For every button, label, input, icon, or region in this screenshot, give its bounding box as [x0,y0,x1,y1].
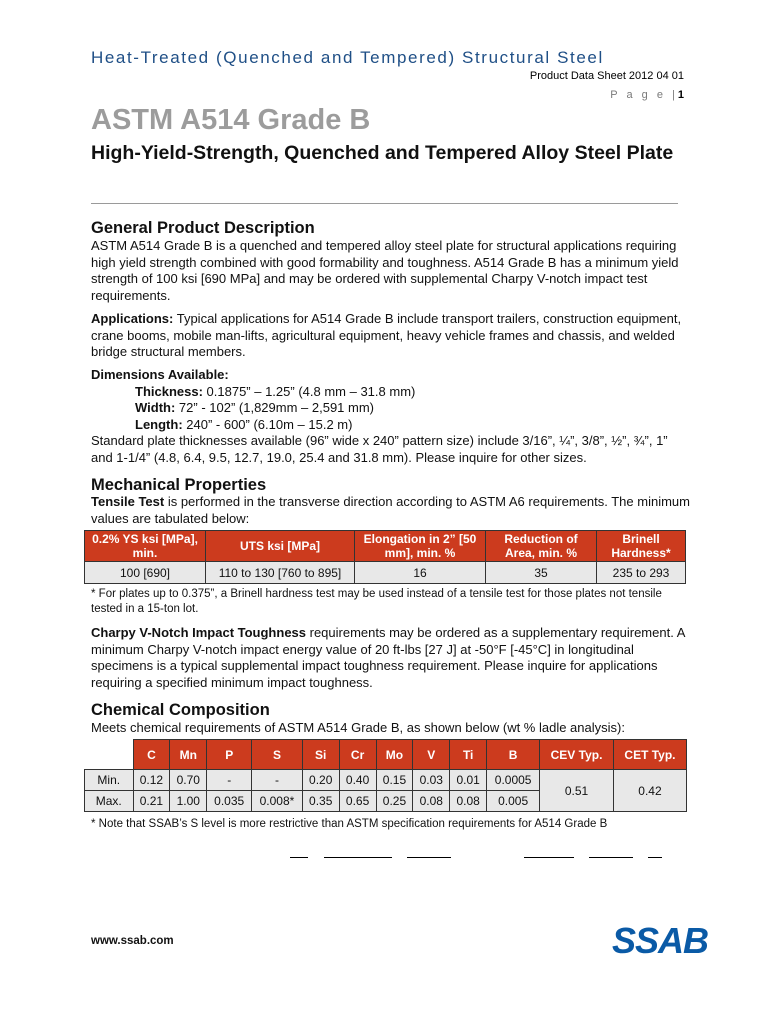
charpy-text: requirements may be ordered as a supplementary requirement. A minimum Charpy V-notch impact energy value of 20 ft-lbs [27 J] at -50°F [-45°C] in longitudinal specimens is a typical supplemental impact toughness requirement. Please inquire for applications requiring a specified minimum impact toughness. [91,625,685,690]
applications-label: Applications: [91,311,174,326]
length-label: Length: [135,416,183,432]
table-cell: 110 to 130 [760 to 895] [206,562,355,584]
table-cell: 0.12 [133,770,170,791]
thickness-label: Thickness: [135,383,203,399]
tensile-label: Tensile Test [91,494,165,509]
length-value: 240” - 600” (6.10m – 15.2 m) [182,416,353,432]
table-header: CET Typ. [613,740,686,770]
table-header: Cr [339,740,376,770]
product-title: ASTM A514 Grade B [91,104,371,136]
table-header: Mn [170,740,207,770]
table-header: B [487,740,540,770]
width-label: Width: [135,400,176,415]
table-header: S [252,740,303,770]
table-cell: 0.01 [450,770,487,791]
table-header: CEV Typ. [540,740,614,770]
table-cell: 0.40 [339,770,376,791]
brinell-footnote: * For plates up to 0.375”, a Brinell hardness test may be used instead of a tensile test for those plates not tensile tested in a 15-ton lot. [91,588,662,615]
table-cell: 235 to 293 [597,562,686,584]
mechanical-properties-table [84,530,686,584]
tensile-text: is performed in the transverse direction according to ASTM A6 requirements. The minimum values are tabulated below: [91,494,690,526]
table-cell: 0.008* [252,791,303,812]
title-divider [91,203,678,204]
table-cell: 0.08 [450,791,487,812]
blank-line [407,857,451,858]
table-cell: - [252,770,303,791]
website-url[interactable]: www.ssab.com [91,935,174,947]
chemical-intro: Meets chemical requirements of ASTM A514 Grade B, as shown below (wt % ladle analysis): [91,720,625,735]
table-header: Ti [450,740,487,770]
document-category-header: Heat-Treated (Quenched and Tempered) Structural Steel [91,48,604,67]
table-header: 0.2% YS ksi [MPa], min. [85,531,206,562]
applications-text: Typical applications for A514 Grade B include transport trailers, construction equipment, crane booms, mobile man-lifts, agricultural equipment, heavy vehicle frames and chassis, and welded bridge structural members. [91,311,682,359]
general-heading: General Product Description [91,219,315,237]
table-cell: 0.15 [376,770,413,791]
page-label: P a g e | [610,89,678,101]
table-header: Elongation in 2” [50 mm], min. % [355,531,486,562]
sulfur-note: * Note that SSAB’s S level is more restrictive than ASTM specification requirements for A514 Grade B [91,818,608,830]
chemical-heading: Chemical Composition [91,701,270,719]
ssab-logo: SSAB [611,920,708,961]
table-cell: 0.70 [170,770,207,791]
standard-thickness-text: Standard plate thicknesses available (96” wide x 240” pattern size) include 3/16”, ¼”, 3/8”, ½”, ¾”, 1” and 1-1/4” (4.8, 6.4, 9.5, 12.7, 19.0, 25.4 and 31.8 mm). Please inquire for other sizes. [91,433,668,465]
table-cell: - [207,770,252,791]
dimensions-block [91,367,691,466]
thickness-value: 0.1875” – 1.25” (4.8 mm – 31.8 mm) [202,383,416,399]
table-cell: 0.08 [413,791,450,812]
dimensions-label: Dimensions Available: [91,367,229,382]
width-value: 72” - 102” (1,829mm – 2,591 mm) [175,400,375,415]
datasheet-date: Product Data Sheet 2012 04 01 [529,70,684,82]
chemical-composition-table [84,739,687,812]
table-cell: 0.005 [487,791,540,812]
applications-paragraph [91,311,691,361]
cet-value: 0.42 [613,770,686,812]
table-cell: 0.25 [376,791,413,812]
blank-line [324,857,392,858]
table-cell: 0.65 [339,791,376,812]
page-number: 1 [677,89,684,101]
table-cell: 0.20 [302,770,339,791]
table-header: Brinell Hardness* [597,531,686,562]
table-corner [85,740,134,770]
cev-value: 0.51 [540,770,614,812]
page-indicator [610,89,684,101]
table-cell: 100 [690] [85,562,206,584]
general-description: ASTM A514 Grade B is a quenched and tempered alloy steel plate for structural applications requiring high yield strength combined with good formability and toughness. A514 Grade B has a minimum yield strength of 100 ksi [690 MPa] and may be ordered with supplemental Charpy V-notch impact test requirements. [91,238,679,303]
table-header: Reduction of Area, min. % [486,531,597,562]
row-label-max: Max. [85,791,134,812]
width-line [91,400,691,417]
table-cell: 0.03 [413,770,450,791]
thickness-line [91,384,691,401]
blank-line [290,857,308,858]
table-cell: 0.35 [302,791,339,812]
charpy-label: Charpy V-Notch Impact Toughness [91,625,307,640]
blank-line [589,857,633,858]
blank-line [648,857,662,858]
table-header: UTS ksi [MPa] [206,531,355,562]
table-cell: 35 [486,562,597,584]
table-cell: 1.00 [170,791,207,812]
table-header: Si [302,740,339,770]
mechanical-heading: Mechanical Properties [91,476,267,494]
charpy-paragraph [91,625,691,691]
table-cell: 0.21 [133,791,170,812]
blank-line [524,857,574,858]
table-cell: 0.035 [207,791,252,812]
tensile-paragraph [91,494,691,527]
table-header: Mo [376,740,413,770]
table-header: P [207,740,252,770]
table-cell: 0.0005 [487,770,540,791]
table-cell: 16 [355,562,486,584]
table-header: V [413,740,450,770]
product-subtitle: High-Yield-Strength, Quenched and Tempered Alloy Steel Plate [91,142,674,164]
table-header: C [133,740,170,770]
row-label-min: Min. [85,770,134,791]
length-line [91,417,691,434]
